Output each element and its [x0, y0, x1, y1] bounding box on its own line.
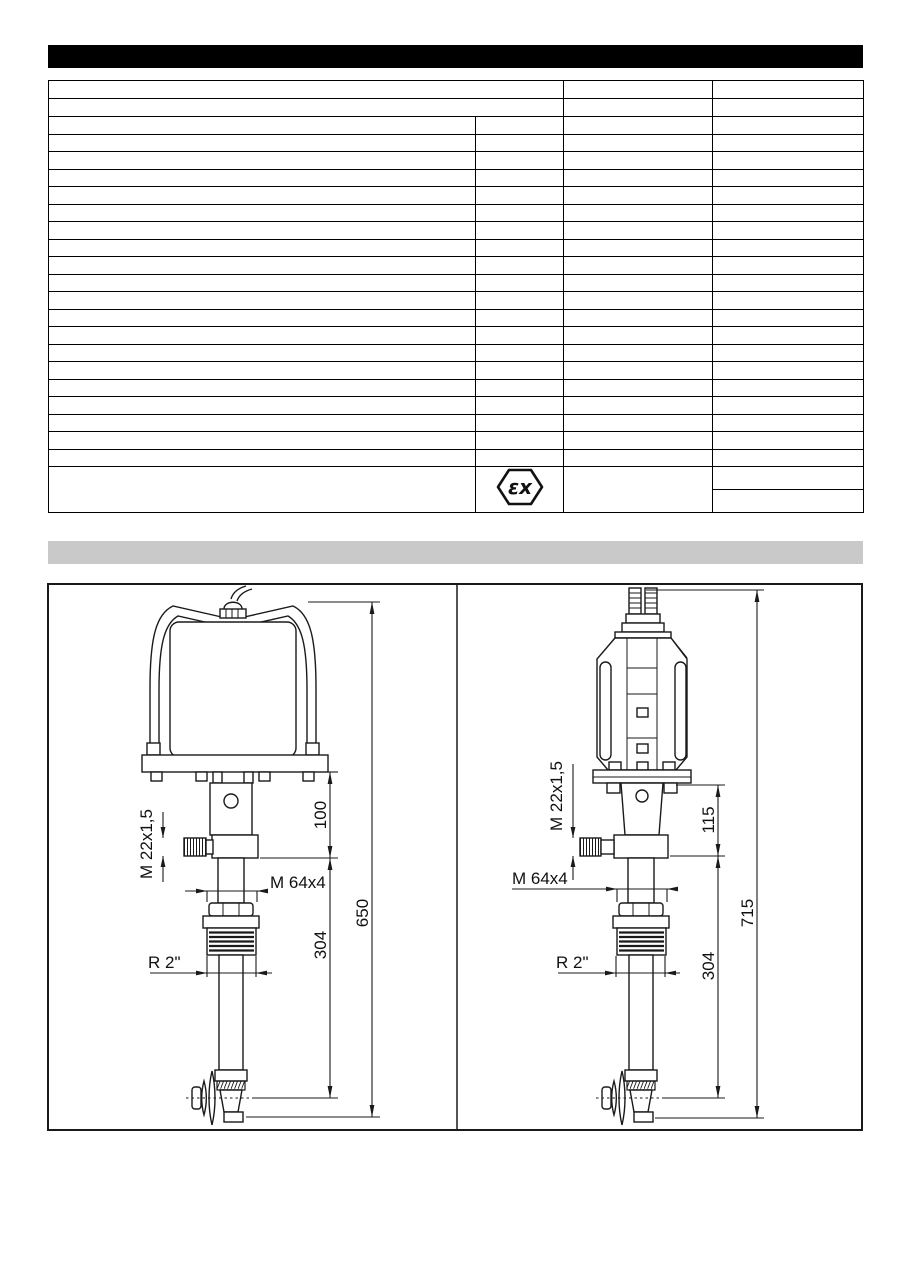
spec-cell — [564, 99, 713, 117]
spec-cell — [564, 362, 713, 380]
spec-table — [48, 80, 864, 513]
svg-text:εx: εx — [507, 475, 532, 499]
spec-cell — [49, 134, 476, 152]
impeller-foot — [186, 1070, 252, 1125]
spec-cell — [564, 117, 713, 135]
spec-cell — [476, 432, 564, 450]
dim-label-head-height: 100 — [311, 800, 330, 830]
spec-cell — [713, 274, 864, 292]
dim-label-nut-thread: M 64x4 — [512, 869, 568, 888]
air-hose-barbs — [615, 588, 671, 638]
spec-cell — [713, 134, 864, 152]
spec-cell — [49, 117, 476, 135]
spec-cell — [476, 309, 564, 327]
pump-head — [580, 783, 668, 858]
spec-cell — [564, 379, 713, 397]
spec-cell — [564, 309, 713, 327]
spec-row — [49, 169, 864, 187]
spec-cell — [564, 292, 713, 310]
spec-cell — [476, 117, 564, 135]
spec-cell — [476, 257, 564, 275]
suction-tube — [613, 858, 669, 1070]
spec-cell — [49, 449, 476, 467]
spec-cell — [49, 327, 476, 345]
spec-cell — [564, 344, 713, 362]
spec-cell — [476, 397, 564, 415]
spec-row — [49, 99, 864, 117]
right-pump-drawing — [512, 588, 764, 1125]
spec-cell — [476, 449, 564, 467]
power-cable — [231, 586, 252, 601]
spec-cell — [49, 309, 476, 327]
spec-cell — [564, 449, 713, 467]
spec-cell — [476, 379, 564, 397]
dim-label-side-thread: M 22x1,5 — [547, 761, 566, 831]
spec-row — [49, 117, 864, 135]
spec-row — [49, 81, 864, 99]
spec-cell — [713, 81, 864, 99]
spec-cell — [49, 344, 476, 362]
spec-cell — [713, 414, 864, 432]
spec-cell — [476, 152, 564, 170]
spec-cell — [564, 414, 713, 432]
spec-cell — [564, 397, 713, 415]
spec-cell — [713, 152, 864, 170]
dimension-drawings — [47, 583, 863, 1131]
spec-row — [49, 292, 864, 310]
spec-cell — [713, 222, 864, 240]
spec-cell — [713, 99, 864, 117]
spec-cell — [49, 274, 476, 292]
spec-cell — [49, 292, 476, 310]
spec-cell — [713, 117, 864, 135]
spec-cell — [49, 362, 476, 380]
spec-cell — [713, 239, 864, 257]
side-connector-thread — [184, 838, 206, 856]
spec-cell — [49, 379, 476, 397]
spec-cell — [564, 169, 713, 187]
spec-row — [49, 187, 864, 205]
motor-housing — [170, 622, 296, 757]
spec-cell — [713, 327, 864, 345]
spec-row — [49, 274, 864, 292]
spec-row — [49, 134, 864, 152]
spec-cell — [713, 467, 864, 490]
spec-cell — [49, 257, 476, 275]
dim-label-side-thread: M 22x1,5 — [137, 809, 156, 879]
spec-cell — [564, 187, 713, 205]
spec-row — [49, 379, 864, 397]
section-bar — [48, 541, 863, 564]
spec-cell — [713, 362, 864, 380]
spec-cell — [564, 432, 713, 450]
air-motor-housing — [597, 638, 687, 770]
spec-cell — [476, 169, 564, 187]
spec-cell — [713, 344, 864, 362]
dim-label-overall-length: 715 — [738, 898, 757, 928]
spec-cell — [476, 362, 564, 380]
spec-row — [49, 432, 864, 450]
spec-row-ex — [49, 467, 864, 490]
spec-cell — [564, 204, 713, 222]
spec-cell — [49, 169, 476, 187]
spec-cell — [564, 152, 713, 170]
spec-cell — [713, 379, 864, 397]
spec-row — [49, 362, 864, 380]
spec-cell — [564, 134, 713, 152]
spec-cell — [564, 274, 713, 292]
spec-cell — [49, 187, 476, 205]
ex-atex-icon — [496, 467, 544, 507]
spec-cell — [49, 239, 476, 257]
dim-label-tube-length: 304 — [699, 951, 718, 981]
pump-head — [184, 783, 258, 858]
spec-cell — [476, 239, 564, 257]
spec-row — [49, 222, 864, 240]
title-bar — [48, 45, 863, 68]
spec-cell — [476, 204, 564, 222]
spec-cell — [713, 432, 864, 450]
dim-label-pipe-thread: R 2" — [556, 953, 589, 972]
spec-cell — [49, 397, 476, 415]
dim-label-pipe-thread: R 2" — [148, 953, 181, 972]
spec-row — [49, 414, 864, 432]
spec-cell — [476, 344, 564, 362]
spec-row — [49, 327, 864, 345]
spec-cell — [564, 222, 713, 240]
spec-cell — [49, 152, 476, 170]
spec-cell — [713, 169, 864, 187]
spec-cell — [713, 204, 864, 222]
dim-label-overall-length: 650 — [353, 898, 372, 928]
spec-cell — [713, 187, 864, 205]
spec-cell — [49, 414, 476, 432]
spec-cell — [476, 274, 564, 292]
spec-cell — [564, 81, 713, 99]
spec-cell — [49, 81, 564, 99]
spec-cell — [713, 449, 864, 467]
spec-cell — [713, 397, 864, 415]
dim-label-head-height: 115 — [699, 806, 718, 834]
suction-tube — [203, 858, 259, 1070]
spec-row — [49, 344, 864, 362]
dim-label-tube-length: 304 — [311, 930, 330, 960]
spec-row — [49, 257, 864, 275]
spec-cell-ex — [476, 467, 564, 513]
spec-row — [49, 309, 864, 327]
spec-cell — [713, 490, 864, 513]
spec-table-body — [49, 81, 864, 513]
spec-cell — [713, 292, 864, 310]
spec-cell — [564, 257, 713, 275]
spec-cell — [49, 222, 476, 240]
spec-cell — [49, 204, 476, 222]
spec-cell — [564, 327, 713, 345]
spec-cell — [564, 467, 713, 513]
spec-row — [49, 239, 864, 257]
spec-row — [49, 152, 864, 170]
spec-cell — [713, 257, 864, 275]
spec-cell — [476, 134, 564, 152]
spec-cell — [476, 222, 564, 240]
cable-gland — [220, 602, 246, 618]
spec-row — [49, 204, 864, 222]
spec-cell — [476, 292, 564, 310]
dim-label-nut-thread: M 64x4 — [270, 873, 326, 892]
spec-cell — [49, 467, 476, 513]
spec-cell — [476, 327, 564, 345]
spec-cell — [476, 414, 564, 432]
spec-cell — [564, 239, 713, 257]
side-connector-thread — [580, 838, 601, 856]
spec-cell — [49, 432, 476, 450]
spec-cell — [476, 187, 564, 205]
spec-row — [49, 449, 864, 467]
spec-cell — [713, 309, 864, 327]
spec-row — [49, 397, 864, 415]
left-pump-drawing — [137, 586, 380, 1125]
impeller-foot — [596, 1070, 662, 1125]
spec-cell — [49, 99, 564, 117]
